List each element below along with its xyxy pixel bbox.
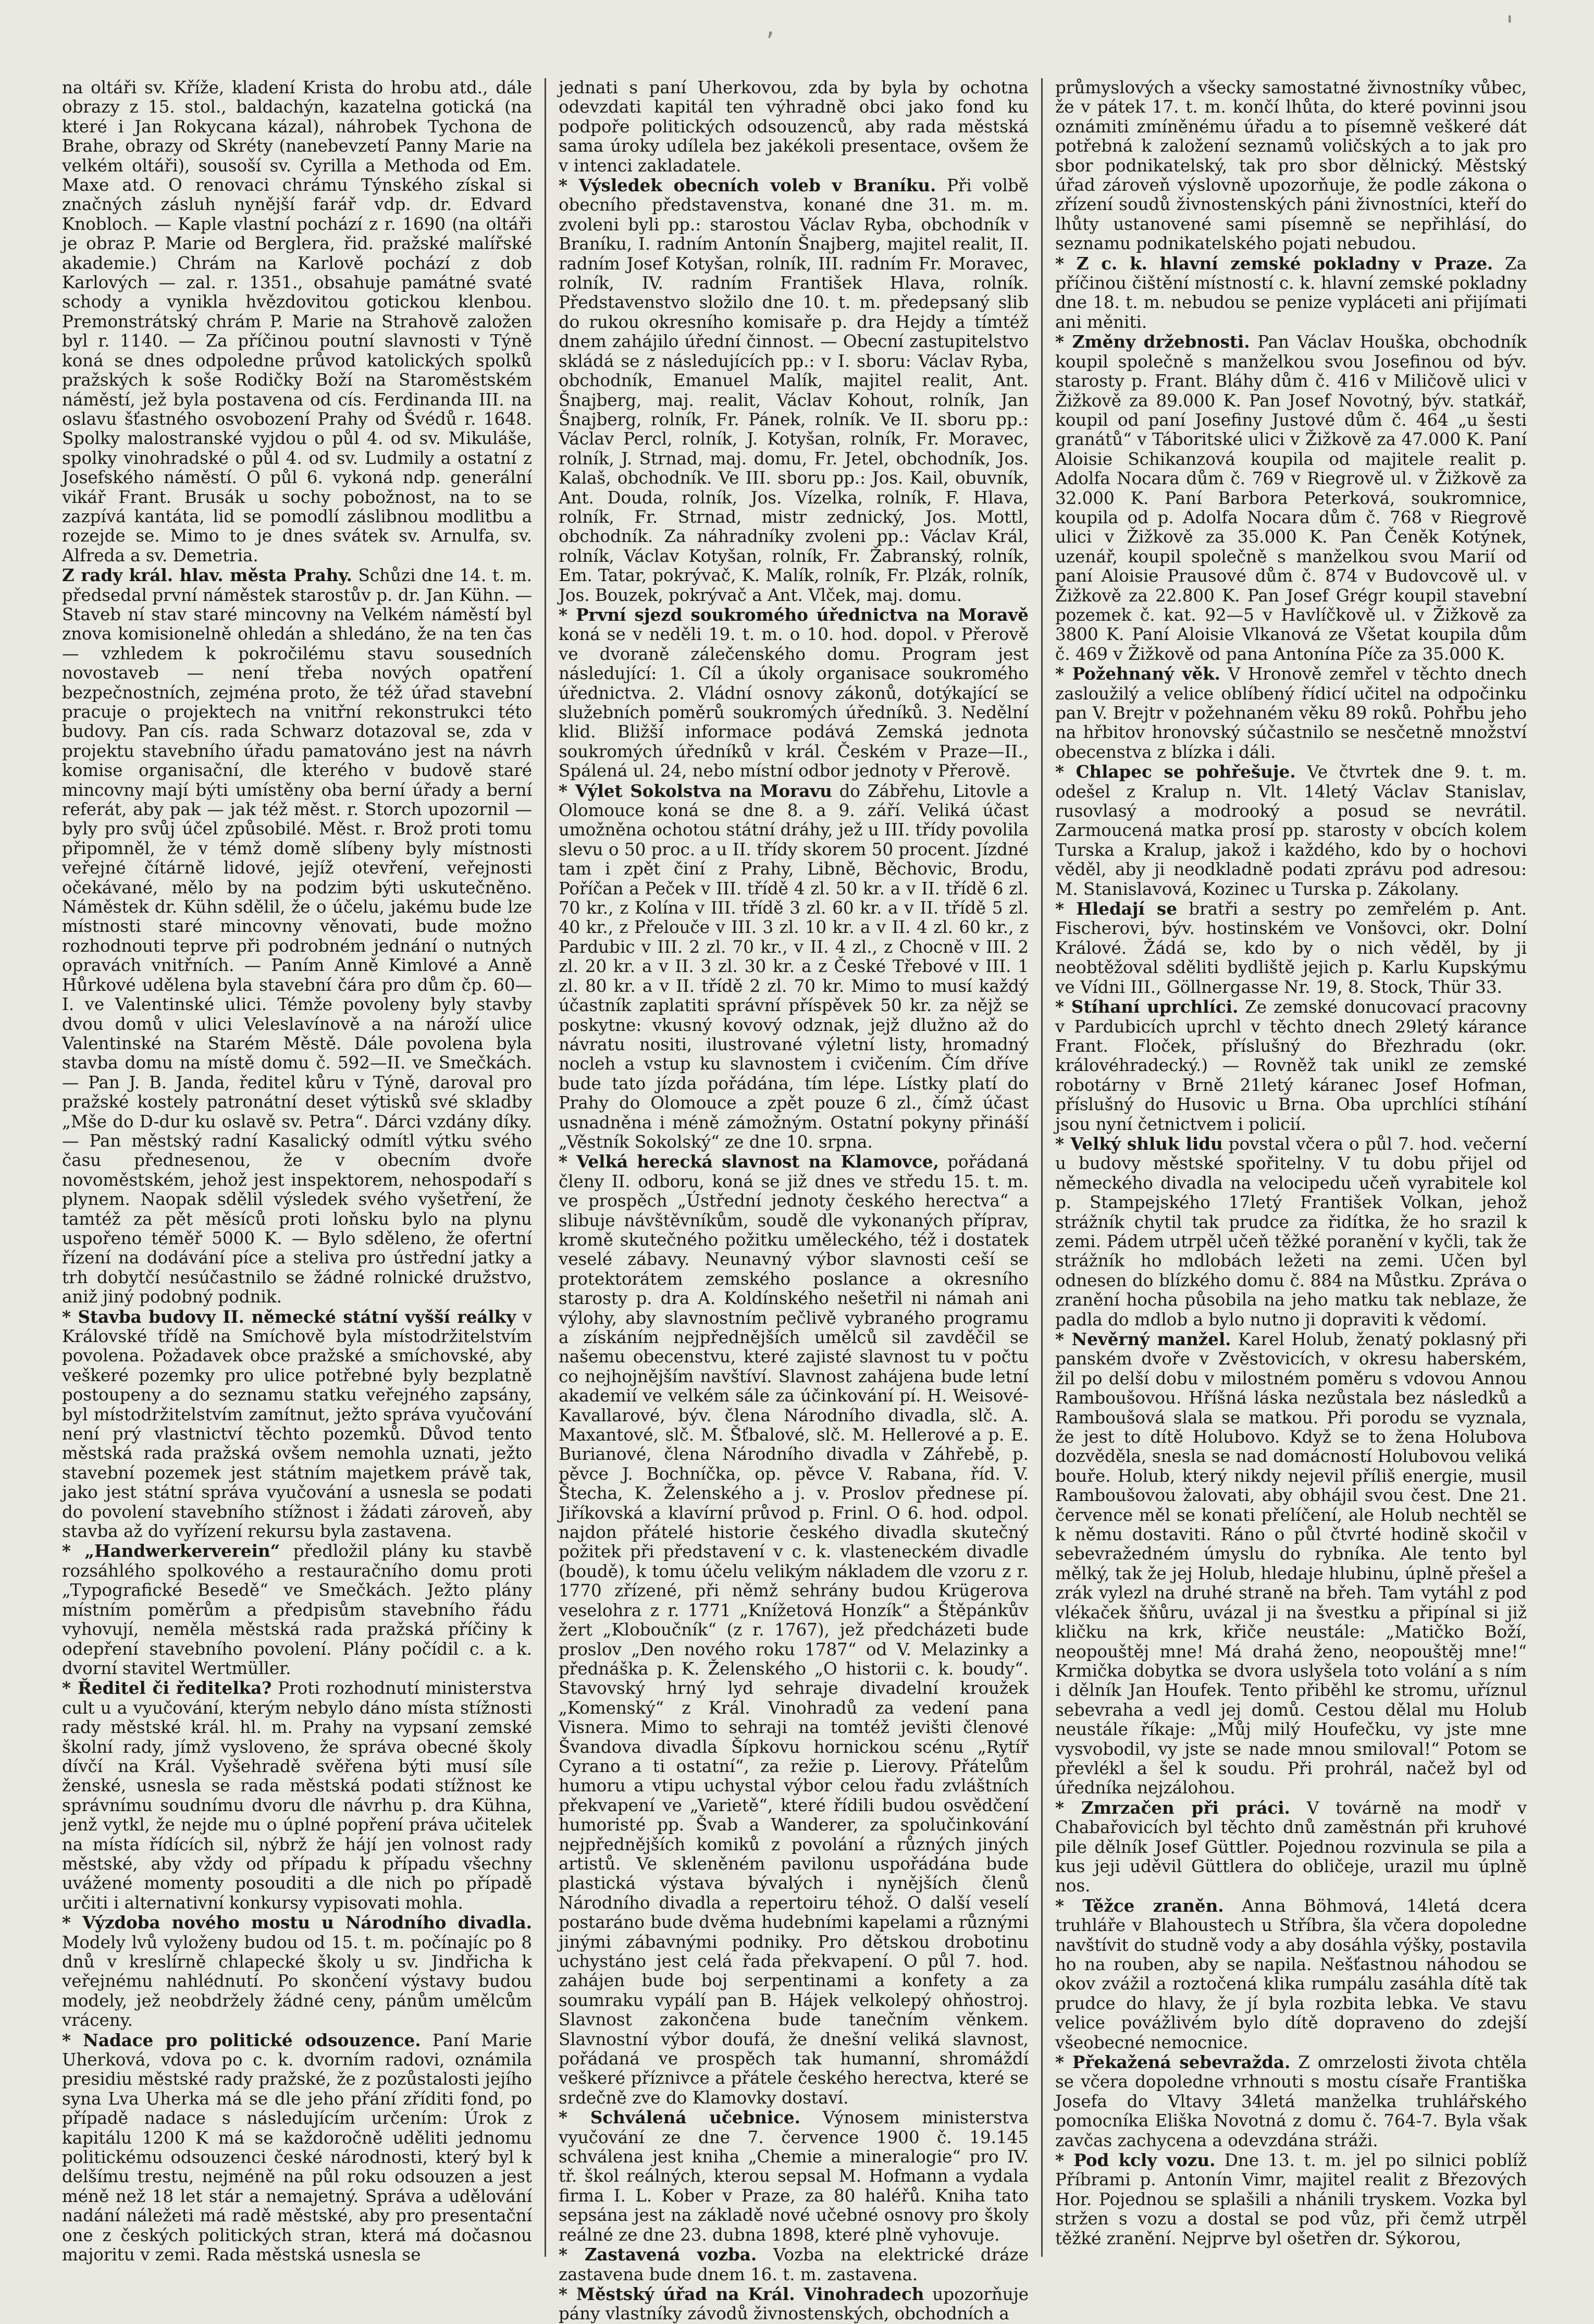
article-paragraph <box>559 2245 1029 2284</box>
article-text: Modely lvů vyloženy budou od 15. t. m. počínajíc po 8 dnů v kreslírně chlapecké školy u sv. Jindřicha k veřejnému nahlédnutí. Po skončení výstavy budou modely, jež neobdržely žádné ceny, pánům umělcům vráceny. <box>62 1932 532 2031</box>
article-paragraph <box>62 1678 532 1913</box>
article-text: na oltáři sv. Kříže, kladení Krista do hrobu atd., dále obrazy z 15. stol., baldachýn, kazatelna gotická (na které i Jan Rokycana kázal), náhrobek Tychona de Brahe, obrazy od Skréty (nanebevzetí Panny Marie na velkém oltáři), sousoší sv. Cyrilla a Methoda od Em. Maxe atd. O renovaci chrámu Týnského získal si značných zásluh nynější farář vdp. dr. Edvard Knobloch. — Kaple vlastní pochází z r. 1690 (na oltáři je obraz P. Marie od Berglera, řid. pražské malířské akademie.) Chrám na Karlově pochází z dob Karlových — zal. r. 1351., obsahuje památné svaté schody a vynikla hvězdovitou gotickou klenbou. Premonstrátský chrám P. Marie na Strahově založen byl r. 1140. — Za příčinou poutní slavnosti v Týně koná se dnes odpoledne průvod katolických spolků pražských k soše Rodičky Boží na Staroměstském náměstí, jež byla postavena od cís. Ferdinanda III. na oslavu šťastného osvobození Prahy od Švédů r. 1648. Spolky malostranské vyjdou o půl 4. od sv. Mikuláše, spolky vinohradské o půl 4. od sv. Ludmily a ostatní z Josefského náměstí. O půl 6. vykoná ndp. generální vikář Frant. Brusák u sochy pobožnost, na to se zazpívá kantáta, lid se pomodlí záslibnou modlitbu a rozejde se. Mimo to je dnes svátek sv. Arnulfa, sv. Alfreda a sv. Demetria. <box>62 78 532 565</box>
article-text: Schůzi dne 14. t. m. předsedal první náměstek starostův p. dr. Jan Kühn. — Staveb ní stav staré mincovny na Velkém náměstí byl znova komisionelně ohledán a shledáno, že na ten čas — vzhledem k pokročilému stavu sousedních novostaveb — není třeba nových opatření bezpečnostních, zejména proto, že též úřad stavební pracuje o projektech na vnitřní rekonstrukci této budovy. Pan cís. rada Schwarz dotazoval se, zda v projektu stavebního úřadu pamatováno jest na návrh komise organisační, dle kterého v budově staré mincovny mají býti umístěny oba berní úřady a berní referát, aby pak — jak též měst. r. Storch upozornil — byly pro svůj účel způsobilé. Měst. r. Brož proti tomu připomněl, že v témž domě slíbeny byly místnosti veřejné čítárně lidové, jejíž otevření, veřejnosti očekávané, mělo by na podzim býti uskutečněno. Náměstek dr. Kühn sdělil, že o účelu, jakému bude lze místnosti staré mincovny věnovati, bude možno rozhodnouti teprve při podrobném jednání o nutných opravách vnitřních. — Paním Anně Kimlové a Anně Hůrkové udělena byla stavební čára pro dům čp. 60—I. ve Valentinské ulici. Témže povoleny byly stavby dvou domů v ulici Veleslavínově a na nároží ulice Valentinské na Starém Městě. Dále povolena byla stavba domu na místě domu č. 592—II. ve Smečkách. — Pan J. B. Janda, ředitel kůru v Týně, daroval pro pražské kostely patronátní deset výtisků své skladby „Mše do D-dur ku oslavě sv. Petra“. Dárci vzdány díky. — Pan městský radní Kasalický odmítl výtku svého času přednesenou, že v obecním dvoře novoměstském, jehož jest inspektorem, nehospodaří s plynem. Naopak sdělil výsledek svého vyšetření, že tamtéž za pět měsíců proti loňsku bylo na plynu uspořeno téměř 5000 K. — Bylo sděleno, že ofertní řízení na dodávání píce a steliva pro ústřední jatky a trh dobytčí nesúčastnilo se žádné rolnické družstvo, aniž jiný podobný podnik. <box>62 565 532 1307</box>
article-heading: * Schválená učebnice. <box>559 2107 800 2128</box>
column-3 <box>1043 78 1539 2257</box>
article-paragraph <box>1055 1798 1527 1896</box>
article-paragraph <box>62 565 532 1307</box>
article-text: Karel Holub, ženatý poklasný při panském dvoře v Zvěstovicích, v okresu haberském, žil po delší dobu v milostném poměru s vdovou Annou Ramboušovou. Hříšná láska nezůstala bez následků a Ramboušová slala se matkou. Při porodu se vyznala, že jest to dítě Holubovo. Když se to žena Holubova dozvěděla, snesla se nad domácností Holubovou veliká bouře. Holub, který nikdy nejevil příliš energie, musil Ramboušovou žalovati, aby obhájil svou čest. Dne 21. července měl se konati přelíčení, ale Holub nechtěl se k němu dostaviti. Ráno o půl čtvrté hodině skočil v sebevražedném úmyslu do rybníka. Ale tento byl mělký, tak že jej Holub, hledaje hlubinu, úplně přešel a zrák vylezl na druhé straně na břeh. Tam vytáhl z pod vlékaček šňůru, uvázal ji na švestku a připínal si již kličku na krk, křiče neustále: „Matičko Boží, neopouštěj mne! Má drahá ženo, neopouštěj mne!“ Krmička dobytka se dvora uslyšela toto volání a s ním i dělník Jan Houfek. Tento přiběhl ke stromu, uříznul sebevraha a vedl jej domů. Cestou dělal mu Holub neustále říkaje: „Můj milý Houfečku, vy jste mne vysvobodil, vy jste se nade mnou smiloval!“ Potom se převlékl a šel k soudu. Při prohrál, načež byl od úředníka nejzálohou. <box>1055 1330 1527 1798</box>
article-text: Pan Václav Houška, obchodník koupil společně s manželkou svou Josefinou od býv. starosty p. Frant. Bláhy dům č. 416 v Miličově ulici v Žižkově za 89.000 K. Pan Josef Novotný, býv. statkář, koupil od paní Josefiny Justové dům č. 464 „u šesti granátů“ v Táboritské ulici v Žižkově za 47.000 K. Paní Aloisie Schikanzová koupila od majitele realit p. Adolfa Nocara dům č. 769 v Riegrově ul. v Žižkově za 32.000 K. Paní Barbora Peterková, soukromnice, koupila od p. Adolfa Nocara dům č. 768 v Riegrově ulici v Žižkově za 35.000 K. Pan Čeněk Kotýnek, uzenář, koupil společně s manželkou svou Marií od paní Aloisie Prausové dům č. 874 v Budovcově ul. v Žižkově za 22.800 K. Pan Josef Grégr koupil stavební pozemek č. kat. 92—5 v Havlíčkově ul. v Žižkově za 3800 K. Paní Aloisie Vlkanová ze Všetat koupila dům č. 469 v Žižkově od pana Antonína Píče za 35.000 K. <box>1055 332 1527 664</box>
article-text: koná se v neděli 19. t. m. o 10. hod. dopol. v Přerově ve dvoraně zálečenského domu. Program jest následující: 1. Cíl a úkoly organisace soukromého úřednictva. 2. Vládní osnovy zákonů, dotýkající se služebních poměrů soukromých úředníků. 3. Nedělní klid. Bližší informace podává Zemská jednota soukromých úředníků v král. Českém v Praze—II., Spálená ul. 24, nebo místní odbor jednoty v Přerově. <box>559 624 1029 781</box>
article-heading: * Chlapec se pohřešuje. <box>1055 761 1296 782</box>
article-heading: * Pod kcly vozu. <box>1055 2150 1216 2171</box>
article-heading: * Těžce zraněn. <box>1055 1895 1224 1916</box>
article-text: Anna Böhmová, 14letá dcera truhláře v Blahoustech u Stříbra, šla včera dopoledne navštívit do studně vody a aby dosáhla výšky, postavila ho na rouben, aby se napila. Nešťastnou náhodou se okov zvážil a roztočená klika rumpálu zasáhla dítě tak prudce do hlavy, že jí byla rozbita lebka. Ve stavu velice povážlivém bylo dítě dopraveno do zdejší všeobecné nemocnice. <box>1055 1896 1527 2052</box>
article-heading: * Stavba budovy II. německé státní vyšší reálky <box>62 1306 516 1327</box>
article-text: Dne 13. t. m. jel po silnici poblíž Příbrami p. Antonín Vimr, majitel realit z Březových Hor. Pojednou se splašili a nhánili tryskem. Vozka byl stržen s vozu a dostal se pod vůz, při čemž utrpěl těžké zranění. Nejprve byl ošetřen dr. Sýkorou, <box>1055 2150 1527 2248</box>
article-text: Vozba na elektrické dráze zastavena bude dnem 16. t. m. zastavena. <box>559 2245 1029 2284</box>
article-paragraph <box>1055 332 1527 664</box>
article-text: pořádaná členy II. odboru, koná se již dnes ve středu 15. t. m. ve prospěch „Ústřední jednoty českého herectva“ a slibuje návštěvníkům, soudě dle vykonaných příprav, kromě skutečného požitku uměleckého, též i dostatek veselé zábavy. Neunavný výbor slavnosti ceší se protektorátem zemského poslance a okresního starosty p. dra A. Koldínského nešetřil ni námah ani výlohy, aby slavnostním pečlivě vybraného programu a získáním nejpřednějších umělců sil zavděčil se našemu obecenstvu, které zajisté slavnost tu v počtu co nejhojnějším navštíví. Slavnost zahájena bude letní akademií ve velkém sále za účinkování pí. H. Weisové-Kavallarové, býv. člena Národního divadla, slč. A. Maxantové, slč. M. Šťbalové, slč. M. Hellerové a p. E. Burianové, člena Národního divadla v Záhřebě, p. pěvce J. Bochníčka, op. pěvce V. Rabana, říd. V. Štecha, K. Želenského a j. v. Proslov přednese pí. Jiříkovská a klavírní průvod p. Frinl. O 6. hod. odpol. najdon přátelé historie českého divadla skutečný požitek při představení v c. k. vlasteneckém divadle (boudě), k tomu účelu velikým nákladem dle vzoru z r. 1770 zřízené, při němž sehrány budou Krügerova veselohra z r. 1771 „Knížetová Honzík“ a Štěpánkův žert „Kloboučník“ (z r. 1767), jež předcházeti bude proslov „Den nového roku 1787“ od V. Melazinky a přednáška p. K. Želenského „O historii c. k. boudy“. Stavovský hrný lyd sehraje divadelní kroužek „Komenský“ z Král. Vinohradů za vedení pana Visnera. Mimo to sehraji na tomtéž jevišti členové Švandova divadla Šípkovu hornickou scénu „Rytíř Cyrano a ti ostatní“, za režie p. Lierovy. Přátelům humoru a vtipu uchystal výbor celou řadu zvláštních překvapení ve „Varietě“, které řídili budou osvědčení humoristé pp. Švab a Wanderer, za spolučinkování nejpřednějších komiků z povolání a různých jiných artistů. Ve skleněném pavilonu uspořádána bude plastická výstava bývalých i nynějších členů Národního divadla a repertoiru téhož. O další veselí postaráno bude dvěma hudebními kapelami a různými jinými zábavnými podniky. Pro dětskou drobotinu uchystáno jest celá řada překvapení. O půl 7. hod. zahájen bude boj serpentinami a konfety a za soumraku vypálí pan B. Hájek velkolepý ohňostroj. Slavnost zakončena bude tanečním věnkem. Slavnostní výbor doufá, že dnešní veliká slavnost, pořádaná ve prospěch tak humanní, shromáždí veškeré příznivce a přátele českého herectva, které se srdečně zve do Klamovky dostaví. <box>559 1152 1029 2108</box>
article-paragraph <box>559 605 1029 781</box>
article-heading: * Hledají se <box>1055 899 1178 919</box>
article-paragraph <box>62 1541 532 1678</box>
column-1 <box>50 78 546 2265</box>
article-text: Ze zemské donucovací pracovny v Pardubicích uprchl v těchto dnech 29letý kárance Frant. Floček, příslušný do Březhradu (okr. královéhradecký.) — Rovněž tak unikl ze zemské robotárny v Brně 21letý káranec Josef Hofman, příslušný do Husovic u Brna. Oba uprchlíci stíhání jsou nyní četnictvem i policií. <box>1055 997 1527 1134</box>
article-heading: * Stíhaní uprchlíci. <box>1055 997 1239 1017</box>
article-paragraph <box>1055 2150 1527 2248</box>
article-heading: * Z c. k. hlavní zemské pokladny v Praze. <box>1055 253 1493 274</box>
article-heading: * Městský úřad na Král. Vinohradech <box>559 2283 924 2304</box>
article-heading: * Výlet Sokolstva na Moravu <box>559 780 832 801</box>
article-heading: * Zmrzačen při práci. <box>1055 1797 1290 1818</box>
article-paragraph <box>62 2031 532 2265</box>
article-text: V Hronově zemřel v těchto dnech zasloužilý a velice oblíbený řídicí učitel na odpočinku pan V. Brejtr v požehnaném věku 89 roků. Pohřbu jeho na hřbitov hronovský súčastnilo se nesčetně množství obecenstva z blízka i dáli. <box>1055 664 1527 762</box>
article-paragraph <box>559 781 1029 1152</box>
article-text: předložil plány ku stavbě rozsáhlého spolkového a restauračního domu proti „Typografické Besedě“ ve Smečkách. Ježto plány místním poměrům a předpisům stavebního řádu vyhovují, neměla městská rada pražská příčiny k odepření stavebního povolení. Plány počídil c. a k. dvorní stavitel Wertmüller. <box>62 1541 532 1678</box>
article-heading: Z rady král. hlav. města Prahy. <box>62 565 352 586</box>
scan-mark-top-center: , <box>766 10 775 42</box>
article-heading: * Nadace pro politické odsouzence. <box>62 2030 421 2050</box>
article-heading: * Nevěrný manžel. <box>1055 1329 1231 1349</box>
article-paragraph <box>1055 78 1527 254</box>
article-text: jednati s paní Uherkovou, zda by byla by ochotna odevzdati kapitál ten výhradně obci jako fond ku podpoře politických odsouzenců, aby rada městská sama úroky udílela bez jakékoli presentace, ovšem že v intenci zakladatele. <box>559 78 1029 176</box>
article-paragraph <box>1055 997 1527 1134</box>
article-heading: * Výzdoba nového mostu u Národního divadla. <box>62 1912 532 1933</box>
article-paragraph <box>559 1152 1029 2108</box>
article-paragraph <box>1055 1896 1527 2052</box>
article-text: povstal včera o půl 7. hod. večerní u budovy městské spořitelny. V tu dobu přijel od německého divadla na velocipedu učeň vyrabitele kol p. Stampejského 17letý František Volkan, jehož strážník chytil tak prudce za řidítka, že ho srazil k zemi. Pádem utrpěl učeň těžké poranění v kyčli, tak že strážník ho mdlobách ležeti na zemi. Učen byl odnesen do blízkého domu č. 884 na Můstku. Zpráva o zranění hocha působila na jeho matku tak neblaze, že padla do mdlob a bylo nutno ji dopraviti k vědomí. <box>1055 1134 1527 1330</box>
article-heading: * „Handwerkerverein“ <box>62 1541 280 1561</box>
text-columns <box>50 78 1540 2324</box>
article-paragraph <box>1055 2052 1527 2150</box>
article-paragraph <box>1055 762 1527 899</box>
article-heading: * Velká herecká slavnost na Klamovce, <box>559 1151 939 1172</box>
article-heading: * Zastavená vozba. <box>559 2244 757 2265</box>
scan-mark-top-right: ' <box>1506 10 1514 42</box>
article-paragraph <box>1055 254 1527 333</box>
article-text: v Královské třídě na Smíchově byla místodržitelstvím povolena. Požadavek obce pražské a smíchovské, aby veškeré pozemky pro ulice potřebné byly bezplatně postoupeny a do seznamu statku veřejného zapsány, byl místodržitelstvím zamítnut, ježto správa vyučování není prý vlastnictví těchto pozemků. Důvod tento městská rada pražská ovšem nemohla uznati, ježto stavební pozemek jest státním majetkem právě tak, jako jest státní správa vyučování a usnesla se podati do povolení stavebního stížnost i žádati zároveň, aby stavba až do vyřízení rekursu byla zastavena. <box>62 1307 532 1542</box>
article-paragraph <box>62 78 532 565</box>
article-paragraph <box>1055 664 1527 762</box>
article-paragraph <box>1055 899 1527 997</box>
article-text: Výnosem ministerstva vyučování ze dne 7. července 1900 č. 19.145 schválena jest kniha „Chemie a mineralogie“ pro IV. tř. škol reálných, kterou sepsal M. Hofmann a vydala firma I. L. Kober v Praze, za 80 haléřů. Kniha tato sepsána jest na základě nové učebné osnovy pro školy reálné ze dne 23. dubna 1898, které plně vyhovuje. <box>559 2108 1029 2245</box>
article-paragraph <box>62 1913 532 2030</box>
article-paragraph <box>559 2108 1029 2245</box>
article-text: Ve čtvrtek dne 9. t. m. odešel z Kralup n. Vlt. 14letý Václav Stanislav, rusovlasý a modrooký a posud se nevrátil. Zarmoucená matka prosí pp. starosty v obcích kolem Turska a Kralup, jakož i každého, kdo by o hochovi věděl, aby ji neodkladně podati zprávu pod adresou: M. Stanislavová, Kozinec u Turska p. Zákolany. <box>1055 762 1527 899</box>
article-text: Proti rozhodnutí ministerstva cult u a vyučování, kterým nebylo dáno místa stížnosti rady městské král. hl. m. Prahy na vypsaní zemské školní rady, jímž vysloveno, že správa obecné školy dívčí na Král. Vyšehradě svěřena býti musí síle ženské, usnesla se rada městská podati stížnost ke správnímu soudnímu dvoru dle návrhu p. dra Kühna, jenž vytkl, že nejde mu o úplné popření práva učitelek na místa řídících sil, nýbrž že hájí jen volnost rady městské, aby vždy od případu k případu všechny uvážené momenty posouditi a dle nich po případě určiti i alternativní konkursy vypisovati mohla. <box>62 1678 532 1913</box>
article-heading: * Požehnaný věk. <box>1055 663 1220 684</box>
article-text: Při volbě obecního představenstva, konané dne 31. m. m. zvoleni byli pp.: starostou Václav Ryba, obchodník v Braníku, I. radním Antonín Šnajberg, majitel realit, II. radním Josef Kotyšan, rolník, III. radním Fr. Moravec, rolník, IV. radním František Hlava, rolník. Představenstvo složilo dne 10. t. m. předepsaný slib do rukou okresního komisaře p. dra Hejdy a tímtéž dnem zahájilo úřední činnost. — Obecní zastupitelstvo skládá se z následujících pp.: v I. sboru: Václav Ryba, obchodník, Emanuel Malík, majitel realit, Ant. Šnajberg, maj. realit, Václav Kohout, rolník, Jan Šnajberg, rolník, Fr. Pánek, rolník. Ve II. sboru pp.: Václav Percl, rolník, J. Kotyšan, rolník, Fr. Moravec, rolník, J. Strnad, maj. domu, Fr. Jetel, obchodník, Jos. Kalaš, obchodník. Ve III. sboru pp.: Jos. Kail, obuvník, Ant. Douda, rolník, Jos. Vízelka, rolník, F. Hlava, rolník, Fr. Strnad, mistr zednický, Jos. Mottl, obchodník. Za náhradníky zvoleni pp.: Václav Král, rolník, Václav Kotyšan, rolník, Fr. Žabranský, rolník, Em. Tatar, pokrývač, K. Malík, rolník, Fr. Plzák, rolník, Jos. Bouzek, pokrývač a Ant. Vlček, maj. domu. <box>559 176 1029 605</box>
article-heading: * Ředitel či ředitelka? <box>62 1678 272 1699</box>
article-heading: * První sjezd soukromého úřednictva na Moravě <box>559 604 1029 625</box>
article-text: do Zábřehu, Litovle a Olomouce koná se dne 8. a 9. září. Veliká účast umožněna ochotou státní dráhy, jež u III. třídy povolila slevu o 50 proc. a u II. třídy skorem 50 procent. Jízdné tam i zpět činí z Prahy, Libně, Běchovic, Brodu, Poříčan a Peček v III. třídě 4 zl. 50 kr. a v II. třídě 6 zl. 70 kr., z Kolína v III. třídě 3 zl. 60 kr. a v II. třídě 5 zl. 40 kr., z Přelouče v III. 3 zl. 10 kr. a v II. 4 zl. 60 kr., z Pardubic v III. 2 zl. 70 kr., v II. 4 zl., z Chocně v III. 2 zl. 20 kr. a v II. 3 zl. 30 kr. a z České Třebové v III. 1 zl. 80 kr. a v II. třídě 2 zl. 70 kr. Mimo to musí každý účastník zaplatiti správní příspěvek 50 kr. za nějž se poskytne: vkusný kovový odznak, jejž dlužno až do návratu nositi, ilustrované výletní listy, hromadný nocleh a vstup ku slavnostem i cvičením. Čím dříve bude tato jízda pořádána, tím lépe. Lístky platí do Prahy do Olomouce a zpět pouze 6 zl., čímž účast usnadněna i méně zámožným. Ostatní pokyny přináší „Věstník Sokolský“ ze dne 10. srpna. <box>559 781 1029 1152</box>
article-text: Paní Marie Uherková, vdova po c. k. dvorním radovi, oznámila presidiu městské rady pražské, že z pozůstalosti jejího syna Lva Uherka má se dle jeho přání zříditi fond, po případě nadace s následujícím určením: Úrok z kapitálu 1200 K má se každoročně uděliti jednomu politickému odsouzenci české národnosti, který byl k delšímu trestu, nejméně na půl roku odsouzen a jest méně než 18 let stár a nemajetný. Správa a udělování nadání náležeti má radě městské, aby pro presentační one z českých politických stran, která má dočasnou majoritu v zemi. Rada městská usnesla se <box>62 2030 533 2265</box>
article-heading: * Změny držebnosti. <box>1055 331 1250 352</box>
article-paragraph <box>1055 1330 1527 1798</box>
article-paragraph <box>559 78 1029 176</box>
article-text: V továrně na modř v Chabařovicích byl těchto dnů zaměstnán při kruhové pile dělník Josef Güttler. Pojednou rozvinula se pila a kus jeji uděvil Güttlera do obličeje, urazil mu úplně nos. <box>1055 1798 1527 1896</box>
article-heading: * Velký shluk lidu <box>1055 1133 1223 1154</box>
article-text: upozorňuje pány vlastníky závodů živnostenských, obchodních a <box>559 2284 1029 2324</box>
article-text: bratři a sestry po zemřelém p. Ant. Fischerovi, býv. hostinském ve Vonšovci, okr. Dolní Králové. Žádá se, kdo by o nich věděl, by ji neobtěžoval sděliti bydliště jejich p. Karlu Kupskýmu ve Vídni III., Göllnergasse Nr. 19, 8. Stock, Thür 33. <box>1055 899 1527 997</box>
article-text: Z omrzelosti života chtěla se včera dopoledne vrhnouti s mostu císaře Františka Josefa do Vltavy 34letá manželka truhlářského pomocníka Eliška Novotná z domu č. 764-7. Byla však zavčas zachycena a odevzdána stráži. <box>1055 2052 1527 2150</box>
article-text: průmyslových a všecky samostatné živnostníky vůbec, že v pátek 17. t. m. končí lhůta, do které povinni jsou oznámiti zmíněnému úřadu a to písemně veškeré dát potřebná k založení seznamů voličských a to jak pro sbor podnikatelský, tak pro sbor dělnický. Městský úřad zároveň výslovně upozorňuje, že podle zákona o zřízení soudů živnostenských páni živnostníci, kteří do lhůty ustanovené sami písemně se nepřihlásí, do seznamu podnikatelského pojati nebudou. <box>1055 78 1527 254</box>
article-paragraph <box>559 2284 1029 2324</box>
article-text: Za příčinou čištění místností c. k. hlavní zemské pokladny dne 18. t. m. nebudou se penize vypláceti ani přijímati ani měniti. <box>1055 253 1527 332</box>
article-paragraph <box>1055 1134 1527 1330</box>
column-2 <box>546 78 1043 2324</box>
article-paragraph <box>559 176 1029 605</box>
article-heading: * Překažená sebevražda. <box>1055 2052 1291 2073</box>
article-paragraph <box>62 1307 532 1542</box>
article-heading: * Výsledek obecních voleb v Braníku. <box>559 175 936 196</box>
